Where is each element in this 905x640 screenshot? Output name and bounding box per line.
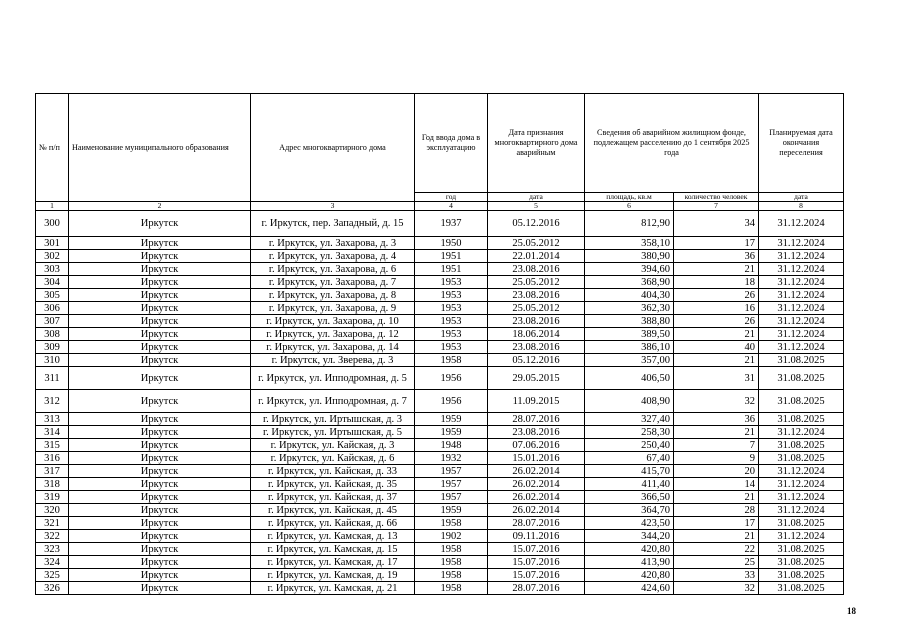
address-cell: г. Иркутск, ул. Кайская, д. 35	[251, 478, 415, 491]
recognition-date-cell: 23.08.2016	[488, 341, 585, 354]
planned-end-cell: 31.12.2024	[759, 315, 844, 328]
year-built-cell: 1957	[415, 478, 488, 491]
recognition-date-cell: 23.08.2016	[488, 426, 585, 439]
row-number: 320	[36, 504, 69, 517]
year-built-cell: 1958	[415, 517, 488, 530]
municipality-cell: Иркутск	[69, 439, 251, 452]
recognition-date-cell: 23.08.2016	[488, 315, 585, 328]
municipality-cell: Иркутск	[69, 289, 251, 302]
year-built-cell: 1951	[415, 263, 488, 276]
municipality-cell: Иркутск	[69, 302, 251, 315]
year-built-cell: 1937	[415, 211, 488, 237]
people-count-cell: 25	[674, 556, 759, 569]
municipality-cell: Иркутск	[69, 452, 251, 465]
row-number: 325	[36, 569, 69, 582]
row-number: 304	[36, 276, 69, 289]
year-built-cell: 1959	[415, 413, 488, 426]
area-cell: 388,80	[585, 315, 674, 328]
people-count-cell: 18	[674, 276, 759, 289]
row-number: 319	[36, 491, 69, 504]
year-built-cell: 1951	[415, 250, 488, 263]
area-cell: 250,40	[585, 439, 674, 452]
area-cell: 406,50	[585, 367, 674, 390]
table-row	[36, 263, 844, 276]
row-number: 322	[36, 530, 69, 543]
recognition-date-cell: 11.09.2015	[488, 390, 585, 413]
planned-end-cell: 31.08.2025	[759, 354, 844, 367]
people-count-cell: 16	[674, 302, 759, 315]
municipality-cell: Иркутск	[69, 504, 251, 517]
year-built-cell: 1959	[415, 426, 488, 439]
year-built-cell: 1932	[415, 452, 488, 465]
year-built-cell: 1958	[415, 582, 488, 595]
recognition-date-cell: 29.05.2015	[488, 367, 585, 390]
people-count-cell: 32	[674, 582, 759, 595]
address-cell: г. Иркутск, ул. Кайская, д. 66	[251, 517, 415, 530]
area-cell: 258,30	[585, 426, 674, 439]
address-cell: г. Иркутск, ул. Кайская, д. 37	[251, 491, 415, 504]
address-cell: г. Иркутск, ул. Захарова, д. 8	[251, 289, 415, 302]
page-number: 18	[847, 606, 856, 616]
year-built-cell: 1953	[415, 315, 488, 328]
planned-end-cell: 31.12.2024	[759, 276, 844, 289]
address-cell: г. Иркутск, ул. Камская, д. 15	[251, 543, 415, 556]
recognition-date-cell: 05.12.2016	[488, 354, 585, 367]
recognition-date-cell: 28.07.2016	[488, 582, 585, 595]
column-number: 6	[585, 202, 674, 211]
people-count-cell: 21	[674, 530, 759, 543]
people-count-cell: 40	[674, 341, 759, 354]
table-row	[36, 582, 844, 595]
address-cell: г. Иркутск, ул. Захарова, д. 4	[251, 250, 415, 263]
area-cell: 366,50	[585, 491, 674, 504]
table-row	[36, 517, 844, 530]
address-cell: г. Иркутск, ул. Камская, д. 21	[251, 582, 415, 595]
table-row	[36, 452, 844, 465]
table-row	[36, 237, 844, 250]
address-cell: г. Иркутск, ул. Захарова, д. 7	[251, 276, 415, 289]
address-cell: г. Иркутск, ул. Захарова, д. 14	[251, 341, 415, 354]
table-row	[36, 543, 844, 556]
municipality-cell: Иркутск	[69, 367, 251, 390]
planned-end-cell: 31.12.2024	[759, 289, 844, 302]
area-cell: 362,30	[585, 302, 674, 315]
housing-registry-table	[35, 93, 844, 595]
row-number: 305	[36, 289, 69, 302]
header-housing-info: Сведения об аварийном жилищном фонде, подлежащем расселению до 1 сентября 2025 года	[585, 94, 759, 193]
year-built-cell: 1958	[415, 354, 488, 367]
planned-end-cell: 31.08.2025	[759, 543, 844, 556]
planned-end-cell: 31.08.2025	[759, 569, 844, 582]
recognition-date-cell: 26.02.2014	[488, 491, 585, 504]
planned-end-cell: 31.12.2024	[759, 478, 844, 491]
recognition-date-cell: 25.05.2012	[488, 237, 585, 250]
people-count-cell: 21	[674, 354, 759, 367]
people-count-cell: 21	[674, 263, 759, 276]
row-number: 326	[36, 582, 69, 595]
row-number: 310	[36, 354, 69, 367]
recognition-date-cell: 23.08.2016	[488, 263, 585, 276]
row-number: 300	[36, 211, 69, 237]
column-number: 5	[488, 202, 585, 211]
table-row	[36, 341, 844, 354]
table-row	[36, 328, 844, 341]
address-cell: г. Иркутск, ул. Ипподромная, д. 7	[251, 390, 415, 413]
recognition-date-cell: 09.11.2016	[488, 530, 585, 543]
row-number: 316	[36, 452, 69, 465]
address-cell: г. Иркутск, ул. Камская, д. 19	[251, 569, 415, 582]
people-count-cell: 9	[674, 452, 759, 465]
year-built-cell: 1950	[415, 237, 488, 250]
table-row	[36, 413, 844, 426]
municipality-cell: Иркутск	[69, 556, 251, 569]
area-cell: 386,10	[585, 341, 674, 354]
table-row	[36, 556, 844, 569]
table-body	[36, 94, 844, 595]
column-number: 8	[759, 202, 844, 211]
header-planned-end: Планируемая дата окончания переселения	[759, 94, 844, 193]
row-number: 303	[36, 263, 69, 276]
address-cell: г. Иркутск, ул. Захарова, д. 6	[251, 263, 415, 276]
people-count-cell: 7	[674, 439, 759, 452]
year-built-cell: 1956	[415, 390, 488, 413]
planned-end-cell: 31.12.2024	[759, 504, 844, 517]
area-cell: 389,50	[585, 328, 674, 341]
municipality-cell: Иркутск	[69, 543, 251, 556]
planned-end-cell: 31.08.2025	[759, 517, 844, 530]
row-number: 307	[36, 315, 69, 328]
planned-end-cell: 31.08.2025	[759, 413, 844, 426]
address-cell: г. Иркутск, ул. Ипподромная, д. 5	[251, 367, 415, 390]
table-row	[36, 289, 844, 302]
address-cell: г. Иркутск, ул. Кайская, д. 6	[251, 452, 415, 465]
table-row	[36, 426, 844, 439]
row-number: 324	[36, 556, 69, 569]
address-cell: г. Иркутск, ул. Захарова, д. 10	[251, 315, 415, 328]
municipality-cell: Иркутск	[69, 237, 251, 250]
area-cell: 358,10	[585, 237, 674, 250]
table-row	[36, 465, 844, 478]
area-cell: 368,90	[585, 276, 674, 289]
municipality-cell: Иркутск	[69, 530, 251, 543]
table-row	[36, 491, 844, 504]
address-cell: г. Иркутск, ул. Кайская, д. 33	[251, 465, 415, 478]
people-count-cell: 26	[674, 289, 759, 302]
address-cell: г. Иркутск, ул. Камская, д. 17	[251, 556, 415, 569]
table-row	[36, 276, 844, 289]
year-built-cell: 1953	[415, 289, 488, 302]
unit-end-date: дата	[759, 193, 844, 202]
year-built-cell: 1953	[415, 302, 488, 315]
planned-end-cell: 31.12.2024	[759, 263, 844, 276]
recognition-date-cell: 15.07.2016	[488, 569, 585, 582]
recognition-date-cell: 25.05.2012	[488, 302, 585, 315]
year-built-cell: 1958	[415, 569, 488, 582]
recognition-date-cell: 28.07.2016	[488, 517, 585, 530]
planned-end-cell: 31.12.2024	[759, 426, 844, 439]
year-built-cell: 1958	[415, 556, 488, 569]
area-cell: 411,40	[585, 478, 674, 491]
address-cell: г. Иркутск, пер. Западный, д. 15	[251, 211, 415, 237]
row-number: 315	[36, 439, 69, 452]
header-recognition-date: Дата признания многоквартирного дома аварийным	[488, 94, 585, 193]
header-address: Адрес многоквартирного дома	[251, 94, 415, 202]
planned-end-cell: 31.12.2024	[759, 341, 844, 354]
municipality-cell: Иркутск	[69, 211, 251, 237]
area-cell: 423,50	[585, 517, 674, 530]
row-number: 311	[36, 367, 69, 390]
table-row	[36, 211, 844, 237]
planned-end-cell: 31.12.2024	[759, 328, 844, 341]
header-num: № п/п	[36, 94, 69, 202]
people-count-cell: 14	[674, 478, 759, 491]
unit-people: количество человек	[674, 193, 759, 202]
column-number: 1	[36, 202, 69, 211]
planned-end-cell: 31.12.2024	[759, 237, 844, 250]
area-cell: 413,90	[585, 556, 674, 569]
people-count-cell: 36	[674, 413, 759, 426]
recognition-date-cell: 05.12.2016	[488, 211, 585, 237]
municipality-cell: Иркутск	[69, 569, 251, 582]
planned-end-cell: 31.12.2024	[759, 211, 844, 237]
column-numbers-row	[36, 202, 844, 211]
recognition-date-cell: 26.02.2014	[488, 478, 585, 491]
area-cell: 424,60	[585, 582, 674, 595]
people-count-cell: 22	[674, 543, 759, 556]
municipality-cell: Иркутск	[69, 517, 251, 530]
table-row	[36, 315, 844, 328]
column-number: 2	[69, 202, 251, 211]
recognition-date-cell: 23.08.2016	[488, 289, 585, 302]
table-row	[36, 504, 844, 517]
year-built-cell: 1959	[415, 504, 488, 517]
table-row	[36, 367, 844, 390]
recognition-date-cell: 28.07.2016	[488, 413, 585, 426]
municipality-cell: Иркутск	[69, 582, 251, 595]
table-row	[36, 478, 844, 491]
municipality-cell: Иркутск	[69, 491, 251, 504]
area-cell: 394,60	[585, 263, 674, 276]
column-number: 3	[251, 202, 415, 211]
row-number: 301	[36, 237, 69, 250]
recognition-date-cell: 07.06.2016	[488, 439, 585, 452]
unit-year: год	[415, 193, 488, 202]
planned-end-cell: 31.08.2025	[759, 582, 844, 595]
table-row	[36, 250, 844, 263]
address-cell: г. Иркутск, ул. Кайская, д. 3	[251, 439, 415, 452]
address-cell: г. Иркутск, ул. Захарова, д. 12	[251, 328, 415, 341]
planned-end-cell: 31.08.2025	[759, 556, 844, 569]
area-cell: 415,70	[585, 465, 674, 478]
row-number: 308	[36, 328, 69, 341]
row-number: 313	[36, 413, 69, 426]
municipality-cell: Иркутск	[69, 276, 251, 289]
municipality-cell: Иркутск	[69, 465, 251, 478]
table-row	[36, 530, 844, 543]
header-year-built: Год ввода дома в эксплуатацию	[415, 94, 488, 193]
recognition-date-cell: 26.02.2014	[488, 465, 585, 478]
municipality-cell: Иркутск	[69, 315, 251, 328]
recognition-date-cell: 15.07.2016	[488, 543, 585, 556]
municipality-cell: Иркутск	[69, 478, 251, 491]
row-number: 312	[36, 390, 69, 413]
unit-date: дата	[488, 193, 585, 202]
planned-end-cell: 31.08.2025	[759, 452, 844, 465]
municipality-cell: Иркутск	[69, 390, 251, 413]
people-count-cell: 36	[674, 250, 759, 263]
recognition-date-cell: 25.05.2012	[488, 276, 585, 289]
planned-end-cell: 31.12.2024	[759, 302, 844, 315]
people-count-cell: 21	[674, 328, 759, 341]
municipality-cell: Иркутск	[69, 328, 251, 341]
people-count-cell: 17	[674, 237, 759, 250]
address-cell: г. Иркутск, ул. Кайская, д. 45	[251, 504, 415, 517]
area-cell: 812,90	[585, 211, 674, 237]
municipality-cell: Иркутск	[69, 413, 251, 426]
area-cell: 357,00	[585, 354, 674, 367]
table-row	[36, 390, 844, 413]
year-built-cell: 1953	[415, 341, 488, 354]
planned-end-cell: 31.08.2025	[759, 390, 844, 413]
planned-end-cell: 31.12.2024	[759, 530, 844, 543]
municipality-cell: Иркутск	[69, 263, 251, 276]
area-cell: 420,80	[585, 569, 674, 582]
column-number: 7	[674, 202, 759, 211]
area-cell: 380,90	[585, 250, 674, 263]
table-row	[36, 302, 844, 315]
planned-end-cell: 31.12.2024	[759, 250, 844, 263]
header-row	[36, 94, 844, 193]
address-cell: г. Иркутск, ул. Иртышская, д. 3	[251, 413, 415, 426]
row-number: 302	[36, 250, 69, 263]
row-number: 309	[36, 341, 69, 354]
year-built-cell: 1956	[415, 367, 488, 390]
recognition-date-cell: 15.01.2016	[488, 452, 585, 465]
year-built-cell: 1953	[415, 328, 488, 341]
year-built-cell: 1948	[415, 439, 488, 452]
address-cell: г. Иркутск, ул. Иртышская, д. 5	[251, 426, 415, 439]
row-number: 306	[36, 302, 69, 315]
row-number: 318	[36, 478, 69, 491]
people-count-cell: 21	[674, 491, 759, 504]
year-built-cell: 1958	[415, 543, 488, 556]
area-cell: 364,70	[585, 504, 674, 517]
address-cell: г. Иркутск, ул. Камская, д. 13	[251, 530, 415, 543]
people-count-cell: 32	[674, 390, 759, 413]
row-number: 317	[36, 465, 69, 478]
area-cell: 404,30	[585, 289, 674, 302]
area-cell: 344,20	[585, 530, 674, 543]
year-built-cell: 1957	[415, 491, 488, 504]
people-count-cell: 31	[674, 367, 759, 390]
municipality-cell: Иркутск	[69, 426, 251, 439]
people-count-cell: 34	[674, 211, 759, 237]
people-count-cell: 33	[674, 569, 759, 582]
planned-end-cell: 31.08.2025	[759, 367, 844, 390]
area-cell: 420,80	[585, 543, 674, 556]
people-count-cell: 20	[674, 465, 759, 478]
municipality-cell: Иркутск	[69, 341, 251, 354]
people-count-cell: 28	[674, 504, 759, 517]
area-cell: 67,40	[585, 452, 674, 465]
area-cell: 327,40	[585, 413, 674, 426]
table-row	[36, 439, 844, 452]
column-number: 4	[415, 202, 488, 211]
planned-end-cell: 31.08.2025	[759, 439, 844, 452]
people-count-cell: 26	[674, 315, 759, 328]
recognition-date-cell: 22.01.2014	[488, 250, 585, 263]
address-cell: г. Иркутск, ул. Захарова, д. 9	[251, 302, 415, 315]
row-number: 321	[36, 517, 69, 530]
people-count-cell: 21	[674, 426, 759, 439]
table-row	[36, 569, 844, 582]
recognition-date-cell: 26.02.2014	[488, 504, 585, 517]
address-cell: г. Иркутск, ул. Зверева, д. 3	[251, 354, 415, 367]
table-row	[36, 354, 844, 367]
unit-area: площадь, кв.м	[585, 193, 674, 202]
municipality-cell: Иркутск	[69, 354, 251, 367]
row-number: 323	[36, 543, 69, 556]
area-cell: 408,90	[585, 390, 674, 413]
people-count-cell: 17	[674, 517, 759, 530]
row-number: 314	[36, 426, 69, 439]
recognition-date-cell: 18.06.2014	[488, 328, 585, 341]
year-built-cell: 1957	[415, 465, 488, 478]
planned-end-cell: 31.12.2024	[759, 491, 844, 504]
year-built-cell: 1953	[415, 276, 488, 289]
header-municipality: Наименование муниципального образования	[69, 94, 251, 202]
municipality-cell: Иркутск	[69, 250, 251, 263]
address-cell: г. Иркутск, ул. Захарова, д. 3	[251, 237, 415, 250]
year-built-cell: 1902	[415, 530, 488, 543]
recognition-date-cell: 15.07.2016	[488, 556, 585, 569]
planned-end-cell: 31.12.2024	[759, 465, 844, 478]
